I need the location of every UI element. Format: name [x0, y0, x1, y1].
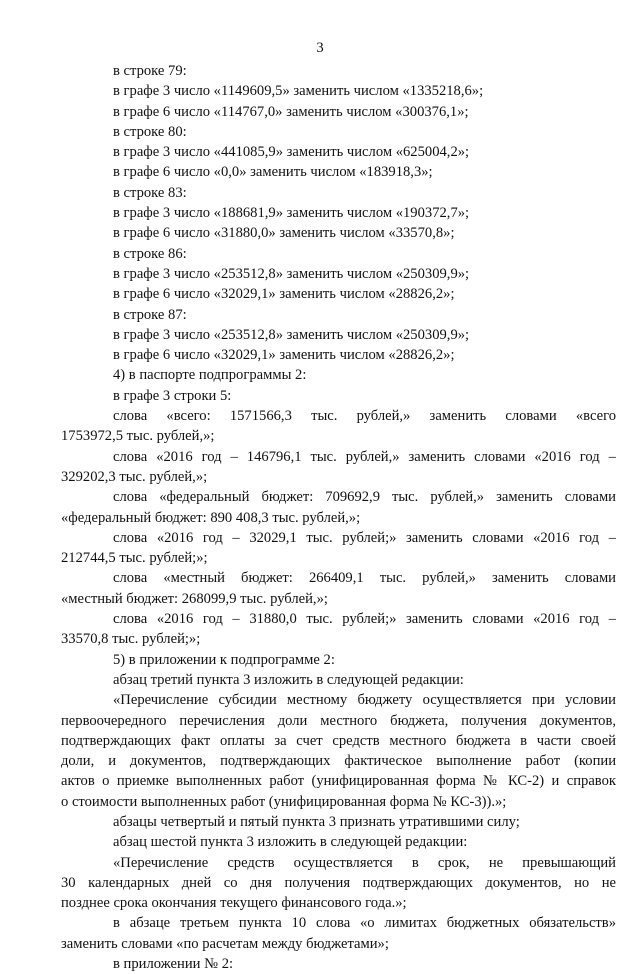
- text-line: слова «2016 год – 31880,0 тыс. рублей;» заменить словами «2016 год –: [113, 611, 616, 628]
- text-line: первоочередного перечисления доли местного бюджета, получения документов,: [61, 712, 616, 729]
- text-line: в абзаце третьем пункта 10 слова «о лимитах бюджетных обязательств»: [113, 915, 616, 932]
- text-line: в графе 3 число «253512,8» заменить числом «250309,9»;: [113, 326, 470, 343]
- text-line: 4) в паспорте подпрограммы 2:: [113, 367, 307, 384]
- text-line: слова «местный бюджет: 266409,1 тыс. рублей,» заменить словами: [113, 570, 616, 587]
- text-line: «Перечисление субсидии местному бюджету осуществляется при условии: [113, 692, 616, 709]
- text-line: заменить словами «по расчетам между бюджетами»;: [61, 935, 389, 952]
- text-line: подтверждающих факт оплаты за счет средств местного бюджета в части своей: [61, 732, 616, 749]
- page-number: 3: [316, 40, 324, 56]
- text-line: «федеральный бюджет: 890 408,3 тыс. рублей,»;: [61, 509, 361, 526]
- text-line: в графе 6 число «32029,1» заменить числом «28826,2»;: [113, 286, 455, 303]
- text-line: «местный бюджет: 268099,9 тыс. рублей,»;: [61, 590, 328, 607]
- text-line: в графе 6 число «0,0» заменить числом «183918,3»;: [113, 164, 433, 181]
- text-line: 1753972,5 тыс. рублей,»;: [61, 428, 215, 445]
- text-line: в графе 3 строки 5:: [113, 387, 232, 404]
- text-line: в графе 6 число «32029,1» заменить числом «28826,2»;: [113, 347, 455, 364]
- text-line: в строке 80:: [113, 123, 187, 140]
- text-line: в графе 3 число «188681,9» заменить числом «190372,7»;: [113, 205, 470, 222]
- text-line: 212744,5 тыс. рублей;»;: [61, 550, 208, 567]
- text-line: в строке 83:: [113, 184, 187, 201]
- text-line: абзацы четвертый и пятый пункта 3 признать утратившими силу;: [113, 813, 520, 830]
- text-line: слова «федеральный бюджет: 709692,9 тыс. рублей,» заменить словами: [113, 489, 616, 506]
- text-line: слова «всего: 1571566,3 тыс. рублей,» заменить словами «всего: [113, 408, 616, 425]
- document-body: [61, 61, 616, 974]
- text-line: позднее срока окончания текущего финансового года.»;: [61, 895, 407, 912]
- text-line: в строке 79:: [113, 63, 187, 79]
- text-line: в строке 86:: [113, 245, 187, 262]
- text-line: 30 календарных дней со дня получения подтверждающих документов, но не: [61, 874, 616, 891]
- text-line: в приложении № 2:: [113, 956, 234, 973]
- text-line: в графе 3 число «1149609,5» заменить числом «1335218,6»;: [113, 83, 484, 100]
- text-line: слова «2016 год – 146796,1 тыс. рублей,» заменить словами «2016 год –: [113, 448, 616, 465]
- text-line: в графе 3 число «441085,9» заменить числом «625004,2»;: [113, 144, 470, 161]
- text-line: в строке 87:: [113, 306, 187, 323]
- text-line: актов о приемке выполненных работ (унифицированная форма № КС-2) и справок: [61, 773, 616, 790]
- text-line: слова «2016 год – 32029,1 тыс. рублей;» заменить словами «2016 год –: [113, 529, 616, 546]
- text-line: в графе 3 число «253512,8» заменить числом «250309,9»;: [113, 265, 470, 282]
- text-line: в графе 6 число «114767,0» заменить числом «300376,1»;: [113, 103, 469, 120]
- text-line: 329202,3 тыс. рублей,»;: [61, 468, 208, 485]
- text-line: абзац шестой пункта 3 изложить в следующей редакции:: [113, 834, 468, 851]
- text-line: доли, и документов, подтверждающих фактическое выполнение работ (копии: [61, 753, 616, 770]
- text-line: 33570,8 тыс. рублей;»;: [61, 631, 201, 648]
- text-line: 5) в приложении к подпрограмме 2:: [113, 651, 335, 668]
- text-line: в графе 6 число «31880,0» заменить числом «33570,8»;: [113, 225, 455, 242]
- text-line: «Перечисление средств осуществляется в срок, не превышающий: [113, 854, 616, 871]
- text-line: о стоимости выполненных работ (унифицированная форма № КС-3)).»;: [61, 793, 507, 810]
- text-line: абзац третий пункта 3 изложить в следующей редакции:: [113, 671, 464, 688]
